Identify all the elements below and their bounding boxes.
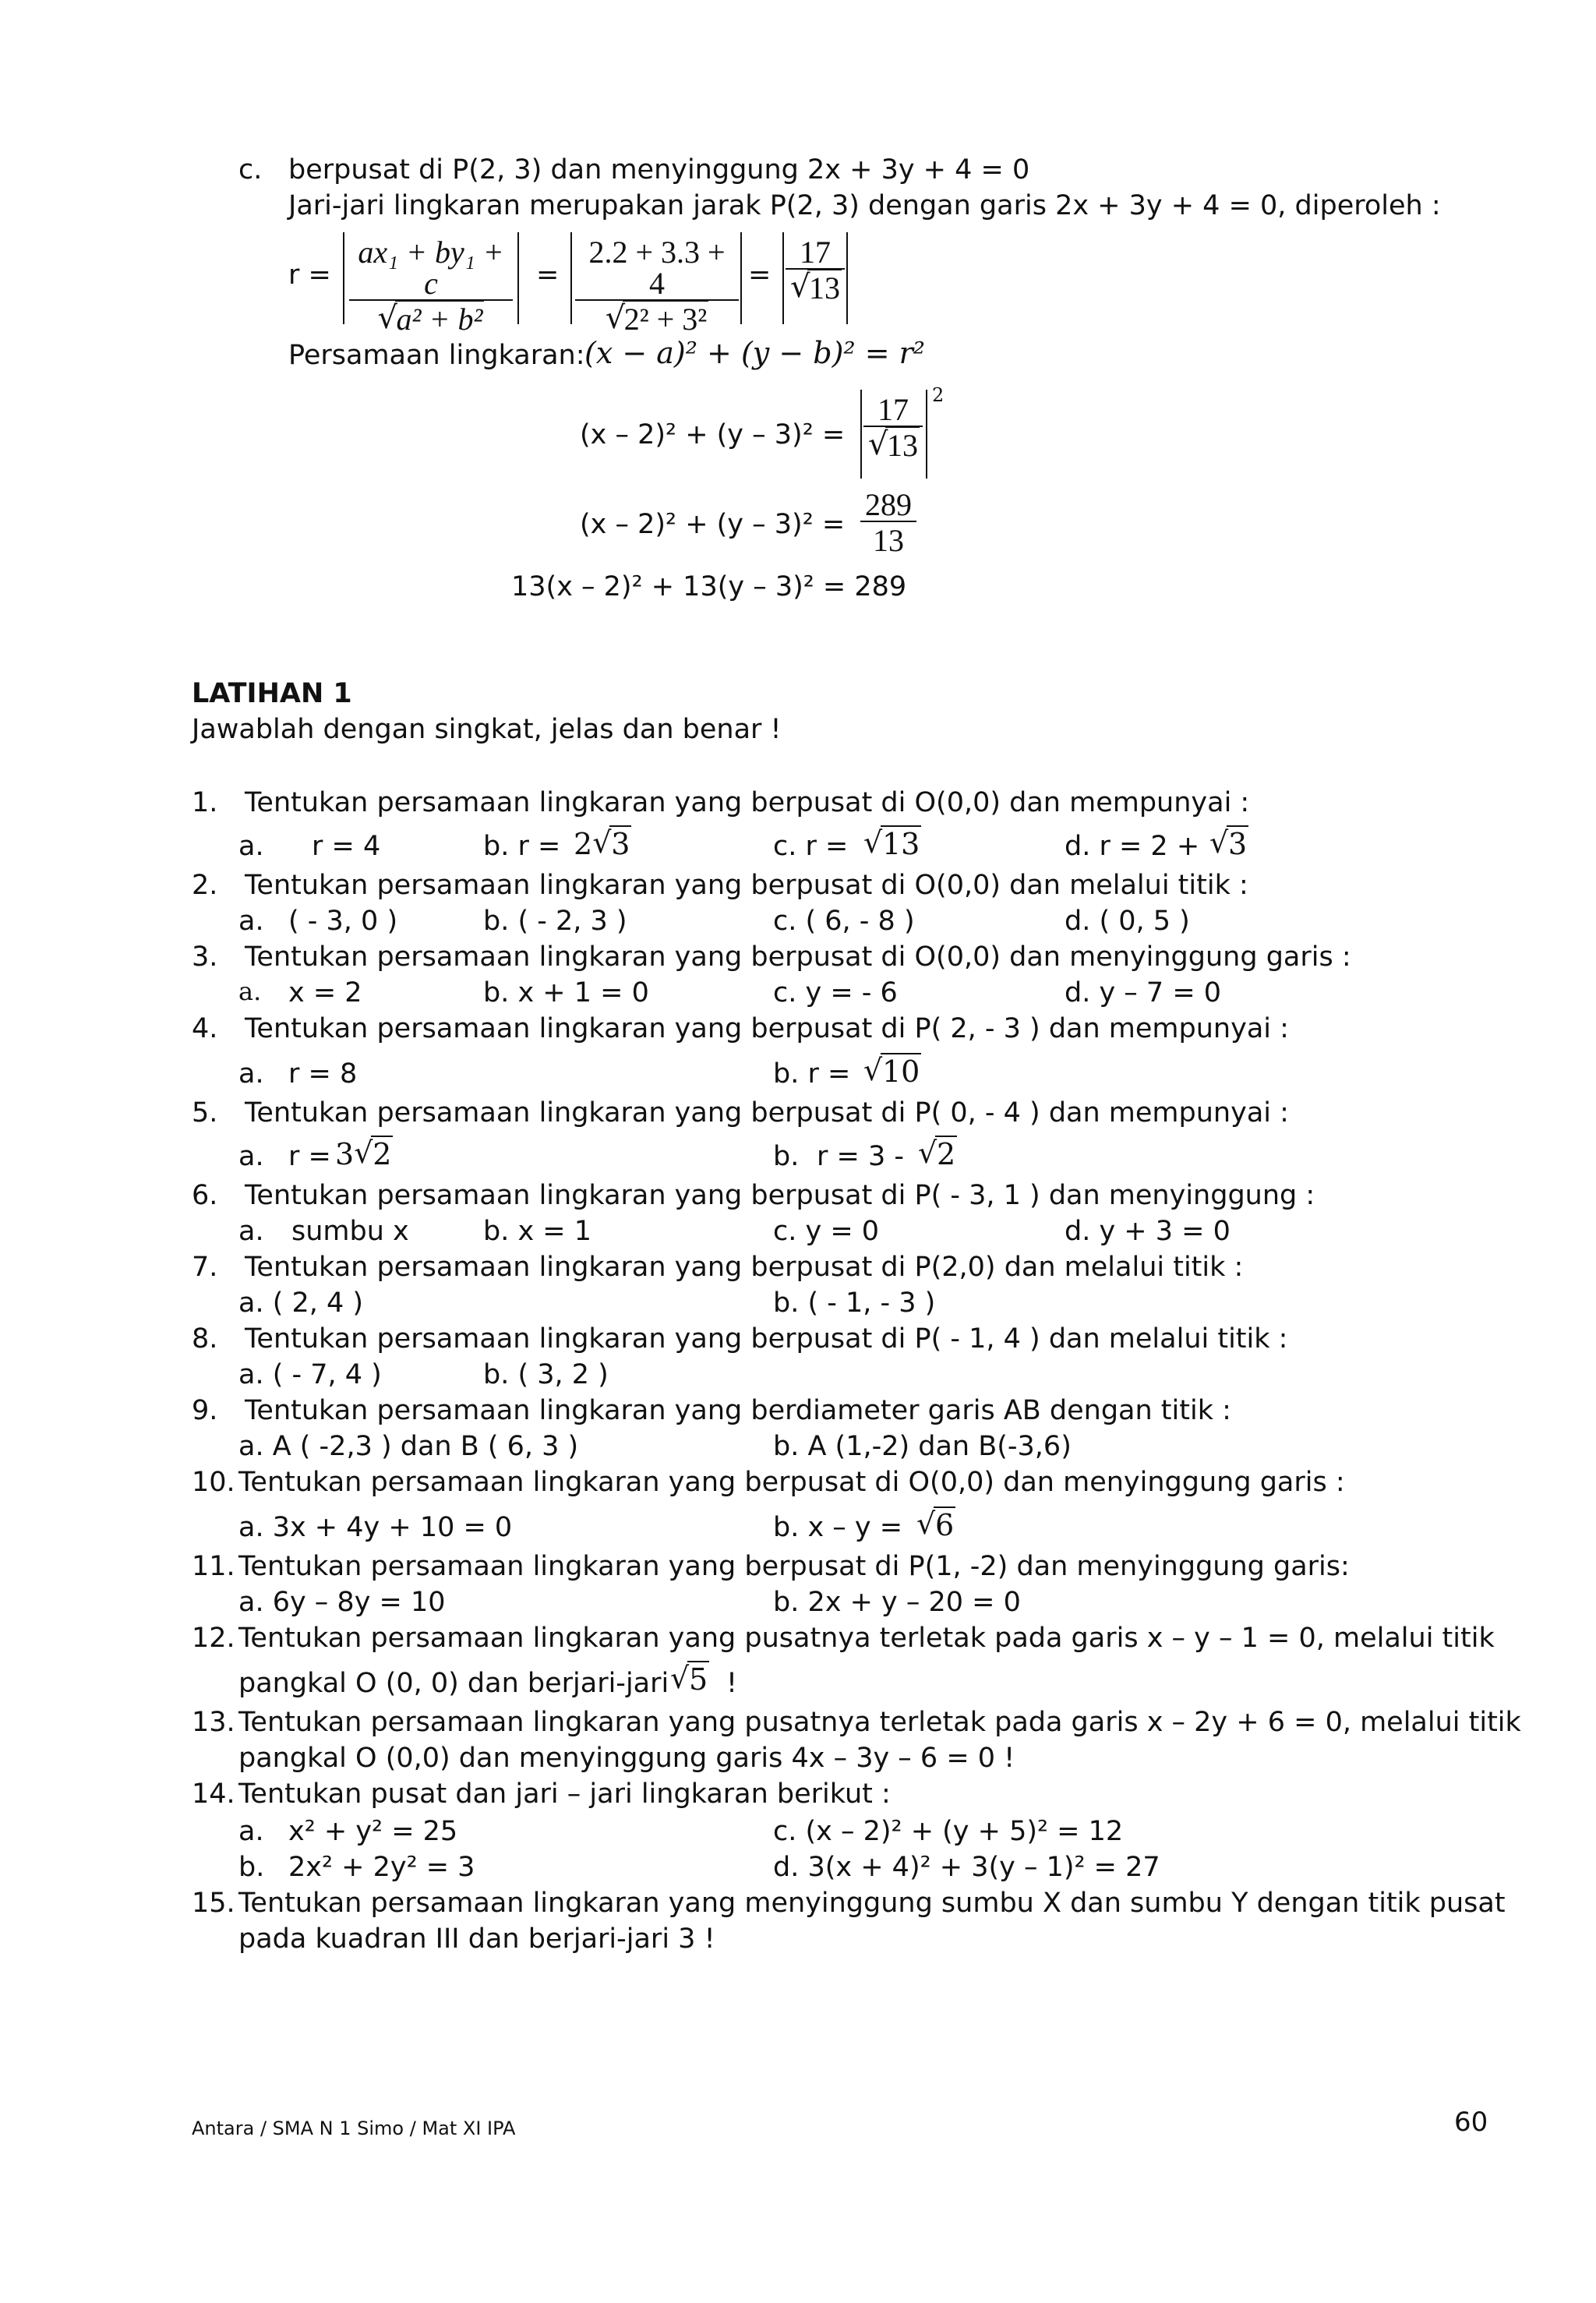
option-b: r = 3 - xyxy=(817,1141,904,1172)
option-a-label: a. xyxy=(238,1058,264,1090)
item-question: Tentukan persamaan lingkaran yang berpusat di P( - 3, 1 ) dan menyinggung : xyxy=(245,1180,1315,1211)
item-question: Tentukan persamaan lingkaran yang berpusat di O(0,0) dan menyinggung garis : xyxy=(238,1467,1345,1498)
substituted-denominator: 2² + 3² xyxy=(623,302,708,337)
option-a-label: a. xyxy=(238,831,264,862)
abs-bar xyxy=(740,232,742,324)
latihan-instruction: Jawablah dengan singkat, jelas dan benar ! xyxy=(192,714,782,745)
item-number: 15. xyxy=(192,1888,235,1919)
option-a-label: a. xyxy=(238,1216,264,1247)
item-number: 9. xyxy=(192,1395,218,1426)
option-a: a. A ( -2,3 ) dan B ( 6, 3 ) xyxy=(238,1431,579,1462)
step1-lhs: (x – 2)² + (y – 3)² = xyxy=(580,419,846,450)
step2-numerator: 289 xyxy=(865,487,912,522)
item-question: Tentukan persamaan lingkaran yang berpusat di P(2,0) dan melalui titik : xyxy=(245,1252,1244,1283)
step1-exponent: 2 xyxy=(932,384,945,406)
option-a: x = 2 xyxy=(288,977,362,1008)
option-a: a. ( 2, 4 ) xyxy=(238,1287,364,1319)
r-equals: r = xyxy=(288,260,331,291)
abs-bar xyxy=(860,390,862,479)
option-b: b. ( - 1, - 3 ) xyxy=(773,1287,936,1319)
item-question: Tentukan persamaan lingkaran yang berpusat di P( - 1, 4 ) dan melalui titik : xyxy=(245,1323,1288,1355)
option-b: b. x – y = xyxy=(773,1512,903,1543)
option-a: r = xyxy=(288,1141,331,1172)
step2-denominator: 13 xyxy=(860,521,916,556)
example-c-label: c. xyxy=(238,154,263,185)
item-number: 14. xyxy=(192,1778,235,1810)
abs-bar xyxy=(782,232,784,324)
option-b: b. 2x + y – 20 = 0 xyxy=(773,1587,1021,1618)
step1-denominator: 13 xyxy=(887,428,918,463)
option-b: b. x + 1 = 0 xyxy=(483,977,649,1008)
footer-text: Antara / SMA N 1 Simo / Mat XI IPA xyxy=(192,2118,516,2139)
abs-bar xyxy=(517,232,519,324)
item-number: 6. xyxy=(192,1180,218,1211)
abs-bar xyxy=(926,390,927,479)
item-number: 4. xyxy=(192,1013,218,1044)
item-question: Tentukan persamaan lingkaran yang menyinggung sumbu X dan sumbu Y dengan titik pusat xyxy=(238,1888,1506,1919)
option-b: 2x² + 2y² = 3 xyxy=(288,1852,475,1883)
circle-formula: (x − a)² + (y − b)² = r² xyxy=(584,336,926,370)
result-numerator: 17 xyxy=(800,235,831,270)
item-question: Tentukan persamaan lingkaran yang berpusat di P( 2, - 3 ) dan mempunyai : xyxy=(245,1013,1289,1044)
option-a-label: a. xyxy=(238,906,264,937)
option-b: b. ( - 2, 3 ) xyxy=(483,906,627,937)
item-question-cont: pangkal O (0, 0) dan berjari-jari xyxy=(238,1668,669,1699)
coefficient: 3 xyxy=(335,1137,355,1171)
item-question: Tentukan persamaan lingkaran yang berdiameter garis AB dengan titik : xyxy=(245,1395,1231,1426)
radicand: 13 xyxy=(882,827,920,861)
item-question-cont: pangkal O (0,0) dan menyinggung garis 4x – 3y – 6 = 0 ! xyxy=(238,1743,1015,1774)
item-question: Tentukan persamaan lingkaran yang berpusat di P(1, -2) dan menyinggung garis: xyxy=(238,1551,1350,1582)
option-b: b. ( 3, 2 ) xyxy=(483,1359,609,1390)
radicand: 3 xyxy=(611,827,630,861)
option-d: d. r = 2 + xyxy=(1065,831,1200,862)
step1-numerator: 17 xyxy=(877,392,909,427)
option-a-label: a. xyxy=(238,977,262,1006)
item-question: Tentukan persamaan lingkaran yang berpusat di O(0,0) dan menyinggung garis : xyxy=(245,941,1351,973)
option-b-label: b. xyxy=(238,1852,265,1883)
substituted-numerator: 2.2 + 3.3 + 4 xyxy=(588,235,726,301)
option-b-math xyxy=(916,1509,955,1543)
distance-denominator: a² + b² xyxy=(396,302,483,337)
option-d-math xyxy=(1209,828,1248,862)
option-a-label: a. xyxy=(238,1816,264,1847)
item-question: Tentukan persamaan lingkaran yang pusatnya terletak pada garis x – y – 1 = 0, melalui titik xyxy=(238,1623,1495,1654)
option-a: ( - 3, 0 ) xyxy=(288,906,398,937)
item-question-end: ! xyxy=(726,1668,738,1699)
abs-bar xyxy=(570,232,572,324)
option-c: c. (x – 2)² + (y + 5)² = 12 xyxy=(773,1816,1124,1847)
step3: 13(x – 2)² + 13(y – 3)² = 289 xyxy=(511,571,907,602)
radicand: 3 xyxy=(1228,827,1248,861)
item-question-cont: pada kuadran III dan berjari-jari 3 ! xyxy=(238,1923,715,1955)
option-b-math xyxy=(574,828,631,862)
radius-math xyxy=(670,1663,709,1697)
option-b: b. A (1,-2) dan B(-3,6) xyxy=(773,1431,1072,1462)
option-a: sumbu x xyxy=(291,1216,409,1247)
option-c: c. y = - 6 xyxy=(773,977,898,1008)
option-a-label: a. xyxy=(238,1141,264,1172)
option-c: c. ( 6, - 8 ) xyxy=(773,906,915,937)
radicand: 2 xyxy=(373,1137,392,1171)
option-a-math xyxy=(335,1138,393,1172)
abs-bar xyxy=(846,232,848,324)
item-number: 10. xyxy=(192,1467,235,1498)
option-c-math xyxy=(863,828,921,862)
option-a: x² + y² = 25 xyxy=(288,1816,458,1847)
radicand: 2 xyxy=(937,1137,956,1171)
option-a: a. ( - 7, 4 ) xyxy=(238,1359,382,1390)
item-question: Tentukan persamaan lingkaran yang berpusat di O(0,0) dan melalui titik : xyxy=(245,870,1248,901)
equals-sign: = xyxy=(748,260,772,291)
persamaan-label: Persamaan lingkaran: xyxy=(288,340,585,371)
option-b-math xyxy=(918,1138,957,1172)
option-c: c. r = xyxy=(773,831,849,862)
item-number: 7. xyxy=(192,1252,218,1283)
option-d: d. ( 0, 5 ) xyxy=(1065,906,1190,937)
item-question: Tentukan persamaan lingkaran yang berpusat di P( 0, - 4 ) dan mempunyai : xyxy=(245,1097,1289,1129)
page-number: 60 xyxy=(1454,2107,1488,2138)
item-number: 5. xyxy=(192,1097,218,1129)
option-d: d. 3(x + 4)² + 3(y – 1)² = 27 xyxy=(773,1852,1160,1883)
option-a: a. 3x + 4y + 10 = 0 xyxy=(238,1512,513,1543)
item-number: 11. xyxy=(192,1551,235,1582)
step1-fraction xyxy=(863,394,923,461)
option-a: a. 6y – 8y = 10 xyxy=(238,1587,446,1618)
distance-result xyxy=(786,237,845,304)
step2-fraction xyxy=(860,489,916,556)
option-d: d. y – 7 = 0 xyxy=(1065,977,1222,1008)
item-question: Tentukan persamaan lingkaran yang berpusat di O(0,0) dan mempunyai : xyxy=(245,787,1250,818)
distance-formula xyxy=(349,237,513,335)
item-number: 3. xyxy=(192,941,218,973)
option-a: r = 4 xyxy=(312,831,381,862)
coefficient: 2 xyxy=(574,827,593,861)
equals-sign: = xyxy=(536,260,560,291)
example-line2: Jari-jari lingkaran merupakan jarak P(2, 3) dengan garis 2x + 3y + 4 = 0, diperoleh : xyxy=(288,190,1441,221)
option-b: b. r = xyxy=(773,1058,851,1090)
item-number: 2. xyxy=(192,870,218,901)
item-number: 8. xyxy=(192,1323,218,1355)
option-d: d. y + 3 = 0 xyxy=(1065,1216,1231,1247)
item-question: Tentukan persamaan lingkaran yang pusatnya terletak pada garis x – 2y + 6 = 0, melalui titik xyxy=(238,1707,1521,1738)
option-b-label: b. xyxy=(773,1141,800,1172)
latihan-title: LATIHAN 1 xyxy=(192,678,352,709)
step2-lhs: (x – 2)² + (y – 3)² = xyxy=(580,509,846,540)
item-number: 1. xyxy=(192,787,218,818)
result-denominator: 13 xyxy=(809,270,840,306)
option-b-math xyxy=(863,1055,921,1090)
option-a: r = 8 xyxy=(288,1058,358,1090)
item-number: 13. xyxy=(192,1707,235,1738)
radicand: 6 xyxy=(935,1508,955,1542)
item-question: Tentukan pusat dan jari – jari lingkaran berikut : xyxy=(238,1778,891,1810)
option-c: c. y = 0 xyxy=(773,1216,880,1247)
item-number: 12. xyxy=(192,1623,235,1654)
distance-numerator: ax₁ + by₁ + c xyxy=(358,235,504,301)
abs-bar xyxy=(343,232,344,324)
radicand: 5 xyxy=(689,1662,708,1697)
radicand: 10 xyxy=(882,1054,920,1089)
distance-substituted xyxy=(575,237,739,335)
option-b: b. x = 1 xyxy=(483,1216,592,1247)
option-b: b. r = xyxy=(483,831,561,862)
example-c-text: berpusat di P(2, 3) dan menyinggung 2x + 3y + 4 = 0 xyxy=(288,154,1030,185)
